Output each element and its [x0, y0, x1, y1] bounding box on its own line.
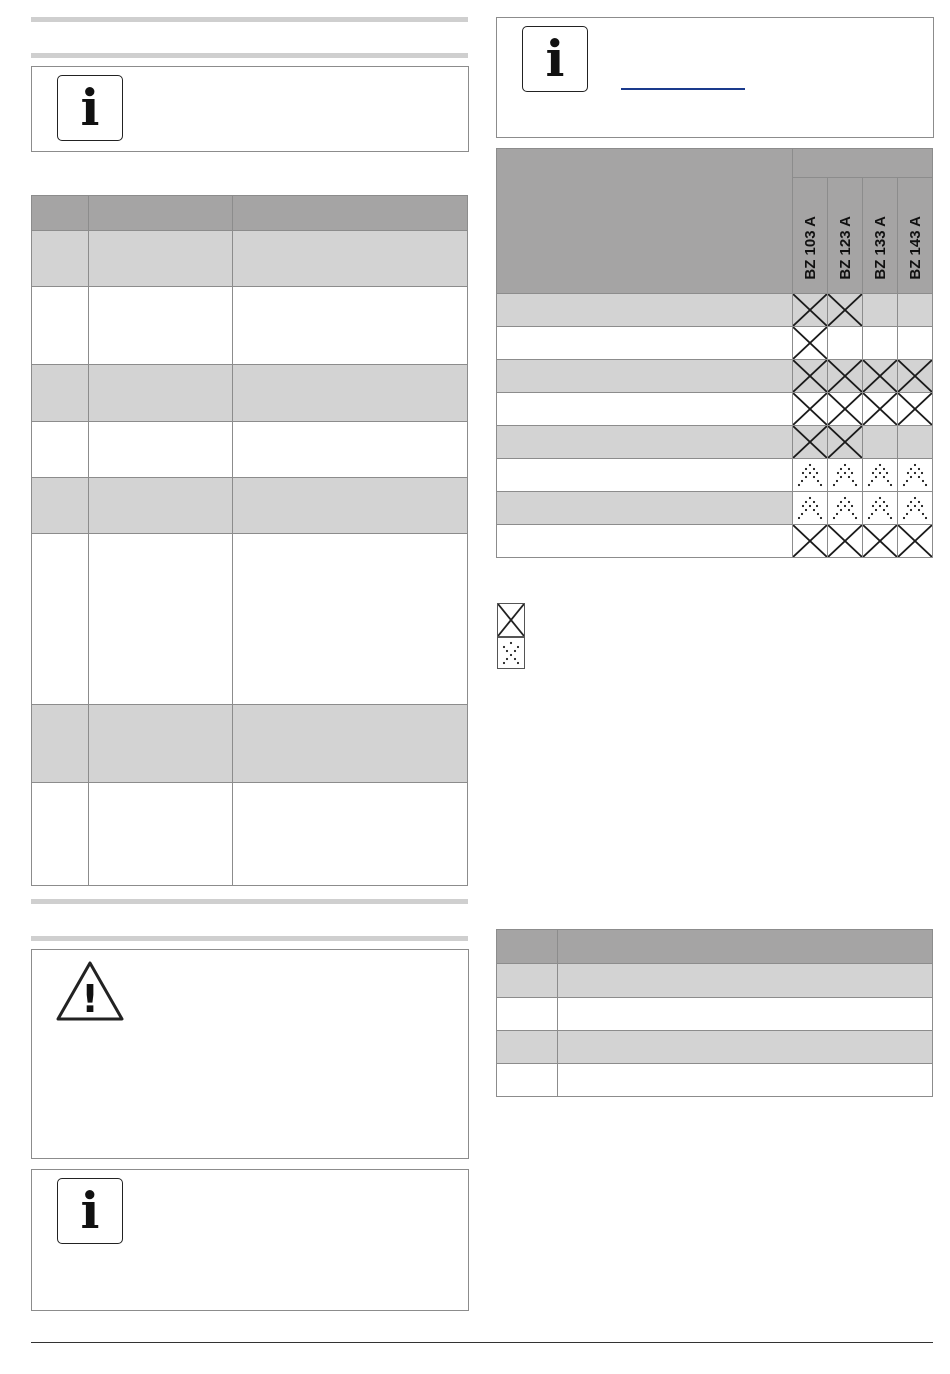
table-row [32, 534, 468, 705]
dotted-mark-cell [828, 459, 863, 492]
cross-mark-cell [863, 393, 898, 426]
cross-mark-cell [898, 360, 933, 393]
dotted-cross-mark [898, 459, 932, 491]
empty-cell [828, 327, 863, 360]
cross-mark [793, 393, 827, 425]
dotted-cross-mark [863, 459, 897, 491]
empty-cell [898, 327, 933, 360]
compatibility-matrix [496, 148, 933, 558]
info-icon: i [57, 75, 123, 141]
cross-mark-cell [793, 525, 828, 558]
info-icon: i [57, 1178, 123, 1244]
secondary-table [496, 929, 933, 1097]
matrix-row-label [497, 360, 793, 393]
table-row [32, 231, 468, 287]
dotted-mark-cell [793, 492, 828, 525]
info-icon: i [522, 26, 588, 92]
matrix-row-label [497, 492, 793, 525]
matrix-row-label [497, 294, 793, 327]
cross-mark-cell [828, 525, 863, 558]
cross-mark-cell [828, 393, 863, 426]
empty-cell [898, 426, 933, 459]
cross-mark [793, 327, 827, 359]
table-row [497, 964, 933, 998]
table-row [32, 422, 468, 478]
dotted-cross-mark [793, 492, 827, 524]
cross-mark [828, 393, 862, 425]
cross-mark [793, 525, 827, 557]
cross-mark [863, 360, 897, 392]
table-row [32, 287, 468, 365]
cross-mark [828, 360, 862, 392]
description-table [31, 195, 468, 886]
dotted-cross-mark [828, 459, 862, 491]
dotted-cross-mark [793, 459, 827, 491]
cross-mark-cell [898, 393, 933, 426]
dotted-mark-cell [898, 492, 933, 525]
model-label: BZ 103 A [801, 216, 819, 280]
legend-dotted-symbol [497, 637, 525, 669]
cross-mark [793, 360, 827, 392]
table-row [32, 705, 468, 783]
cross-mark-cell [793, 360, 828, 393]
matrix-row [497, 327, 933, 360]
table-row [32, 478, 468, 534]
cross-mark-cell [828, 294, 863, 327]
cross-mark [898, 525, 932, 557]
model-label: BZ 133 A [871, 216, 889, 280]
matrix-row-label [497, 426, 793, 459]
table-row [32, 365, 468, 422]
cross-mark [793, 426, 827, 458]
table-row [497, 1031, 933, 1064]
matrix-row-label [497, 525, 793, 558]
cross-mark [828, 525, 862, 557]
matrix-row-label [497, 459, 793, 492]
info-note-box [31, 1169, 469, 1311]
dotted-mark-cell [898, 459, 933, 492]
cross-mark [828, 294, 862, 326]
matrix-row-label [497, 393, 793, 426]
warning-note-box [31, 949, 469, 1159]
dotted-mark-cell [828, 492, 863, 525]
cross-mark-cell [863, 525, 898, 558]
table-row [32, 783, 468, 886]
matrix-row-label [497, 327, 793, 360]
section-rule [31, 899, 468, 904]
cross-mark-cell [828, 360, 863, 393]
dotted-cross-mark [863, 492, 897, 524]
dotted-cross-mark [898, 492, 932, 524]
dotted-mark-cell [793, 459, 828, 492]
empty-cell [863, 426, 898, 459]
cross-mark-cell [828, 426, 863, 459]
cross-mark-cell [793, 393, 828, 426]
empty-cell [863, 294, 898, 327]
info-note-box [31, 66, 469, 152]
info-note-box [496, 17, 934, 138]
footer-rule [31, 1342, 933, 1343]
section-rule-top [31, 17, 468, 22]
model-label: BZ 123 A [836, 216, 854, 280]
cross-mark-cell [793, 426, 828, 459]
svg-text:!: ! [81, 977, 99, 1021]
section-rule [31, 53, 468, 58]
hyperlink-underline[interactable] [621, 88, 745, 90]
dotted-mark-cell [863, 492, 898, 525]
cross-mark [828, 426, 862, 458]
warning-icon [55, 960, 125, 1022]
matrix-row [497, 525, 933, 558]
matrix-row [497, 492, 933, 525]
model-label: BZ 143 A [906, 216, 924, 280]
matrix-row [497, 360, 933, 393]
cross-mark [863, 525, 897, 557]
cross-mark [863, 393, 897, 425]
cross-mark-cell [863, 360, 898, 393]
cross-mark [898, 393, 932, 425]
cross-mark-cell [793, 327, 828, 360]
cross-mark [793, 294, 827, 326]
cross-mark [898, 360, 932, 392]
cross-mark-cell [793, 294, 828, 327]
cross-mark-cell [898, 525, 933, 558]
table-row [497, 998, 933, 1031]
legend-cross-symbol [497, 603, 525, 637]
empty-cell [863, 327, 898, 360]
matrix-row [497, 393, 933, 426]
matrix-row [497, 294, 933, 327]
section-rule [31, 936, 468, 941]
matrix-header-group [793, 149, 933, 178]
matrix-row [497, 459, 933, 492]
empty-cell [898, 294, 933, 327]
matrix-header-label [497, 149, 793, 294]
dotted-mark-cell [863, 459, 898, 492]
table-row [497, 1064, 933, 1097]
dotted-cross-mark [828, 492, 862, 524]
matrix-row [497, 426, 933, 459]
